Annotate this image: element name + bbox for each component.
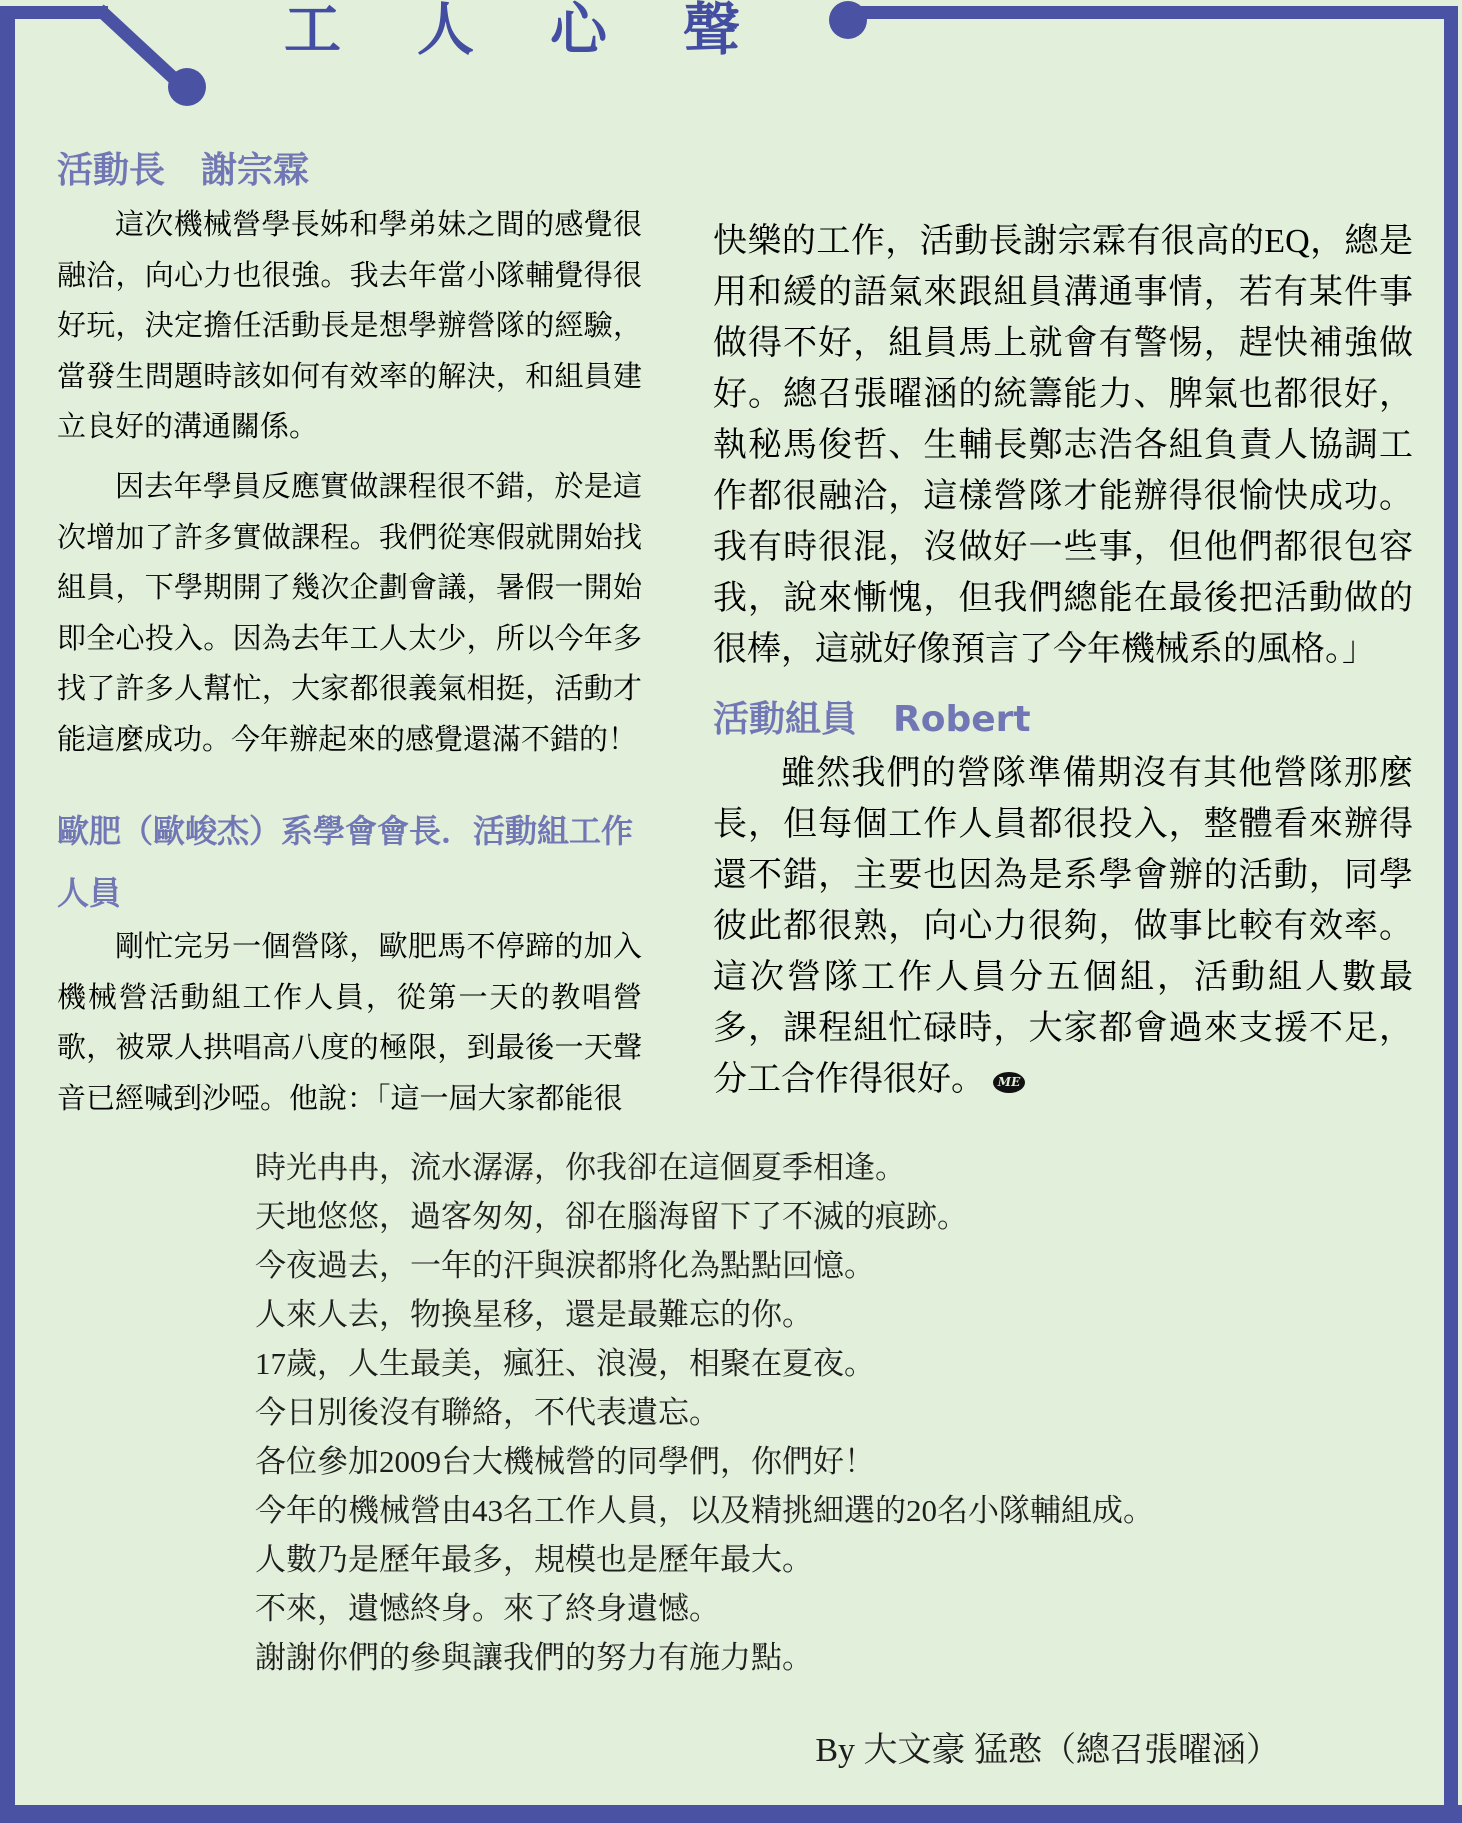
- poem-line: 謝謝你們的參與讓我們的努力有施力點。: [255, 1640, 813, 1675]
- paragraph-left-2: 因去年學員反應實做課程很不錯，於是這次增加了許多實做課程。我們從寒假就開始找組員，下學期開了幾次企劃會議，暑假一開始即全心投入。因為去年工人太少，所以今年多找了許多人幫忙，大家都很義氣相挺，活動才能這麼成功。今年辦起來的感覺還滿不錯的！: [57, 471, 642, 756]
- poem-line: 今夜過去，一年的汗與淚都將化為點點回憶。: [255, 1248, 875, 1283]
- paragraph-right-1: 快樂的工作，活動長謝宗霖有很高的EQ，總是用和緩的語氣來跟組員溝通事情，若有某件事做得不好，組員馬上就會有警惕，趕快補強做好。總召張曜涵的統籌能力、脾氣也都很好，執秘馬俊哲、生輔長鄭志浩各組負責人協調工作都很融洽，這樣營隊才能辦得很愉快成功。我有時很混，沒做好一些事，但他們都很包容我，說來慚愧，但我們總能在最後把活動做的很棒，這就好像預言了今年機械系的風格。」: [713, 223, 1413, 668]
- page-title: 工人心聲: [284, 0, 816, 62]
- byline: By 大文豪 猛憨（總召張曜涵）: [815, 1732, 1280, 1769]
- paragraph-left-1: 這次機械營學長姊和學弟妹之間的感覺很融洽，向心力也很強。我去年當小隊輔覺得很好玩，決定擔任活動長是想學辦營隊的經驗，當發生問題時該如何有效率的解決，和組員建立良好的溝通關係。: [57, 209, 642, 443]
- section-heading-robert: 活動組員 Robert: [713, 699, 1031, 740]
- frame-left-dot-icon: [168, 68, 206, 106]
- frame-top-right-bar: [848, 6, 1458, 19]
- paragraph-left-3: 剛忙完另一個營隊，歐肥馬不停蹄的加入機械營活動組工作人員，從第一天的教唱營歌，被眾人拱唱高八度的極限，到最後一天聲音已經喊到沙啞。他說：「這一屆大家都能很: [57, 931, 642, 1115]
- poem-line: 今日別後沒有聯絡，不代表遺忘。: [255, 1395, 720, 1430]
- section-heading-activity-leader: 活動長 謝宗霖: [57, 150, 310, 191]
- poem-line: 人來人去，物換星移，還是最難忘的你。: [255, 1297, 813, 1332]
- frame-bottom-border: [0, 1805, 1462, 1823]
- closing-poem: [255, 1143, 1355, 1682]
- end-of-article-logo: ME: [993, 1072, 1025, 1093]
- poem-line: 今年的機械營由43名工作人員，以及精挑細選的20名小隊輔組成。: [255, 1493, 1154, 1528]
- poem-line: 各位參加2009台大機械營的同學們，你們好！: [255, 1444, 875, 1479]
- poem-line: 人數乃是歷年最多，規模也是歷年最大。: [255, 1542, 813, 1577]
- poem-line: 時光冉冉，流水潺潺，你我卻在這個夏季相逢。: [255, 1150, 906, 1185]
- paragraph-right-2-text: 雖然我們的營隊準備期沒有其他營隊那麼長，但每個工作人員都很投入，整體看來辦得還不錯，主要也因為是系學會辦的活動，同學彼此都很熟，向心力很夠，做事比較有效率。這次營隊工作人員分五個組，活動組人數最多，課程組忙碌時，大家都會過來支援不足，分工合作得很好。: [713, 755, 1413, 1098]
- poem-line: 天地悠悠，過客匆匆，卻在腦海留下了不滅的痕跡。: [255, 1199, 968, 1234]
- poem-line: 17歲，人生最美，瘋狂、浪漫，相聚在夏夜。: [255, 1346, 875, 1381]
- paragraph-right-2: [713, 748, 1413, 1105]
- frame-top-left-bar: [0, 6, 108, 19]
- frame-right-border: [1444, 6, 1458, 1823]
- frame-left-border: [0, 6, 15, 1823]
- poem-line: 不來，遺憾終身。來了終身遺憾。: [255, 1591, 720, 1626]
- section-heading-oufei: 歐肥（歐峻杰）系學會會長．活動組工作人員: [57, 812, 634, 912]
